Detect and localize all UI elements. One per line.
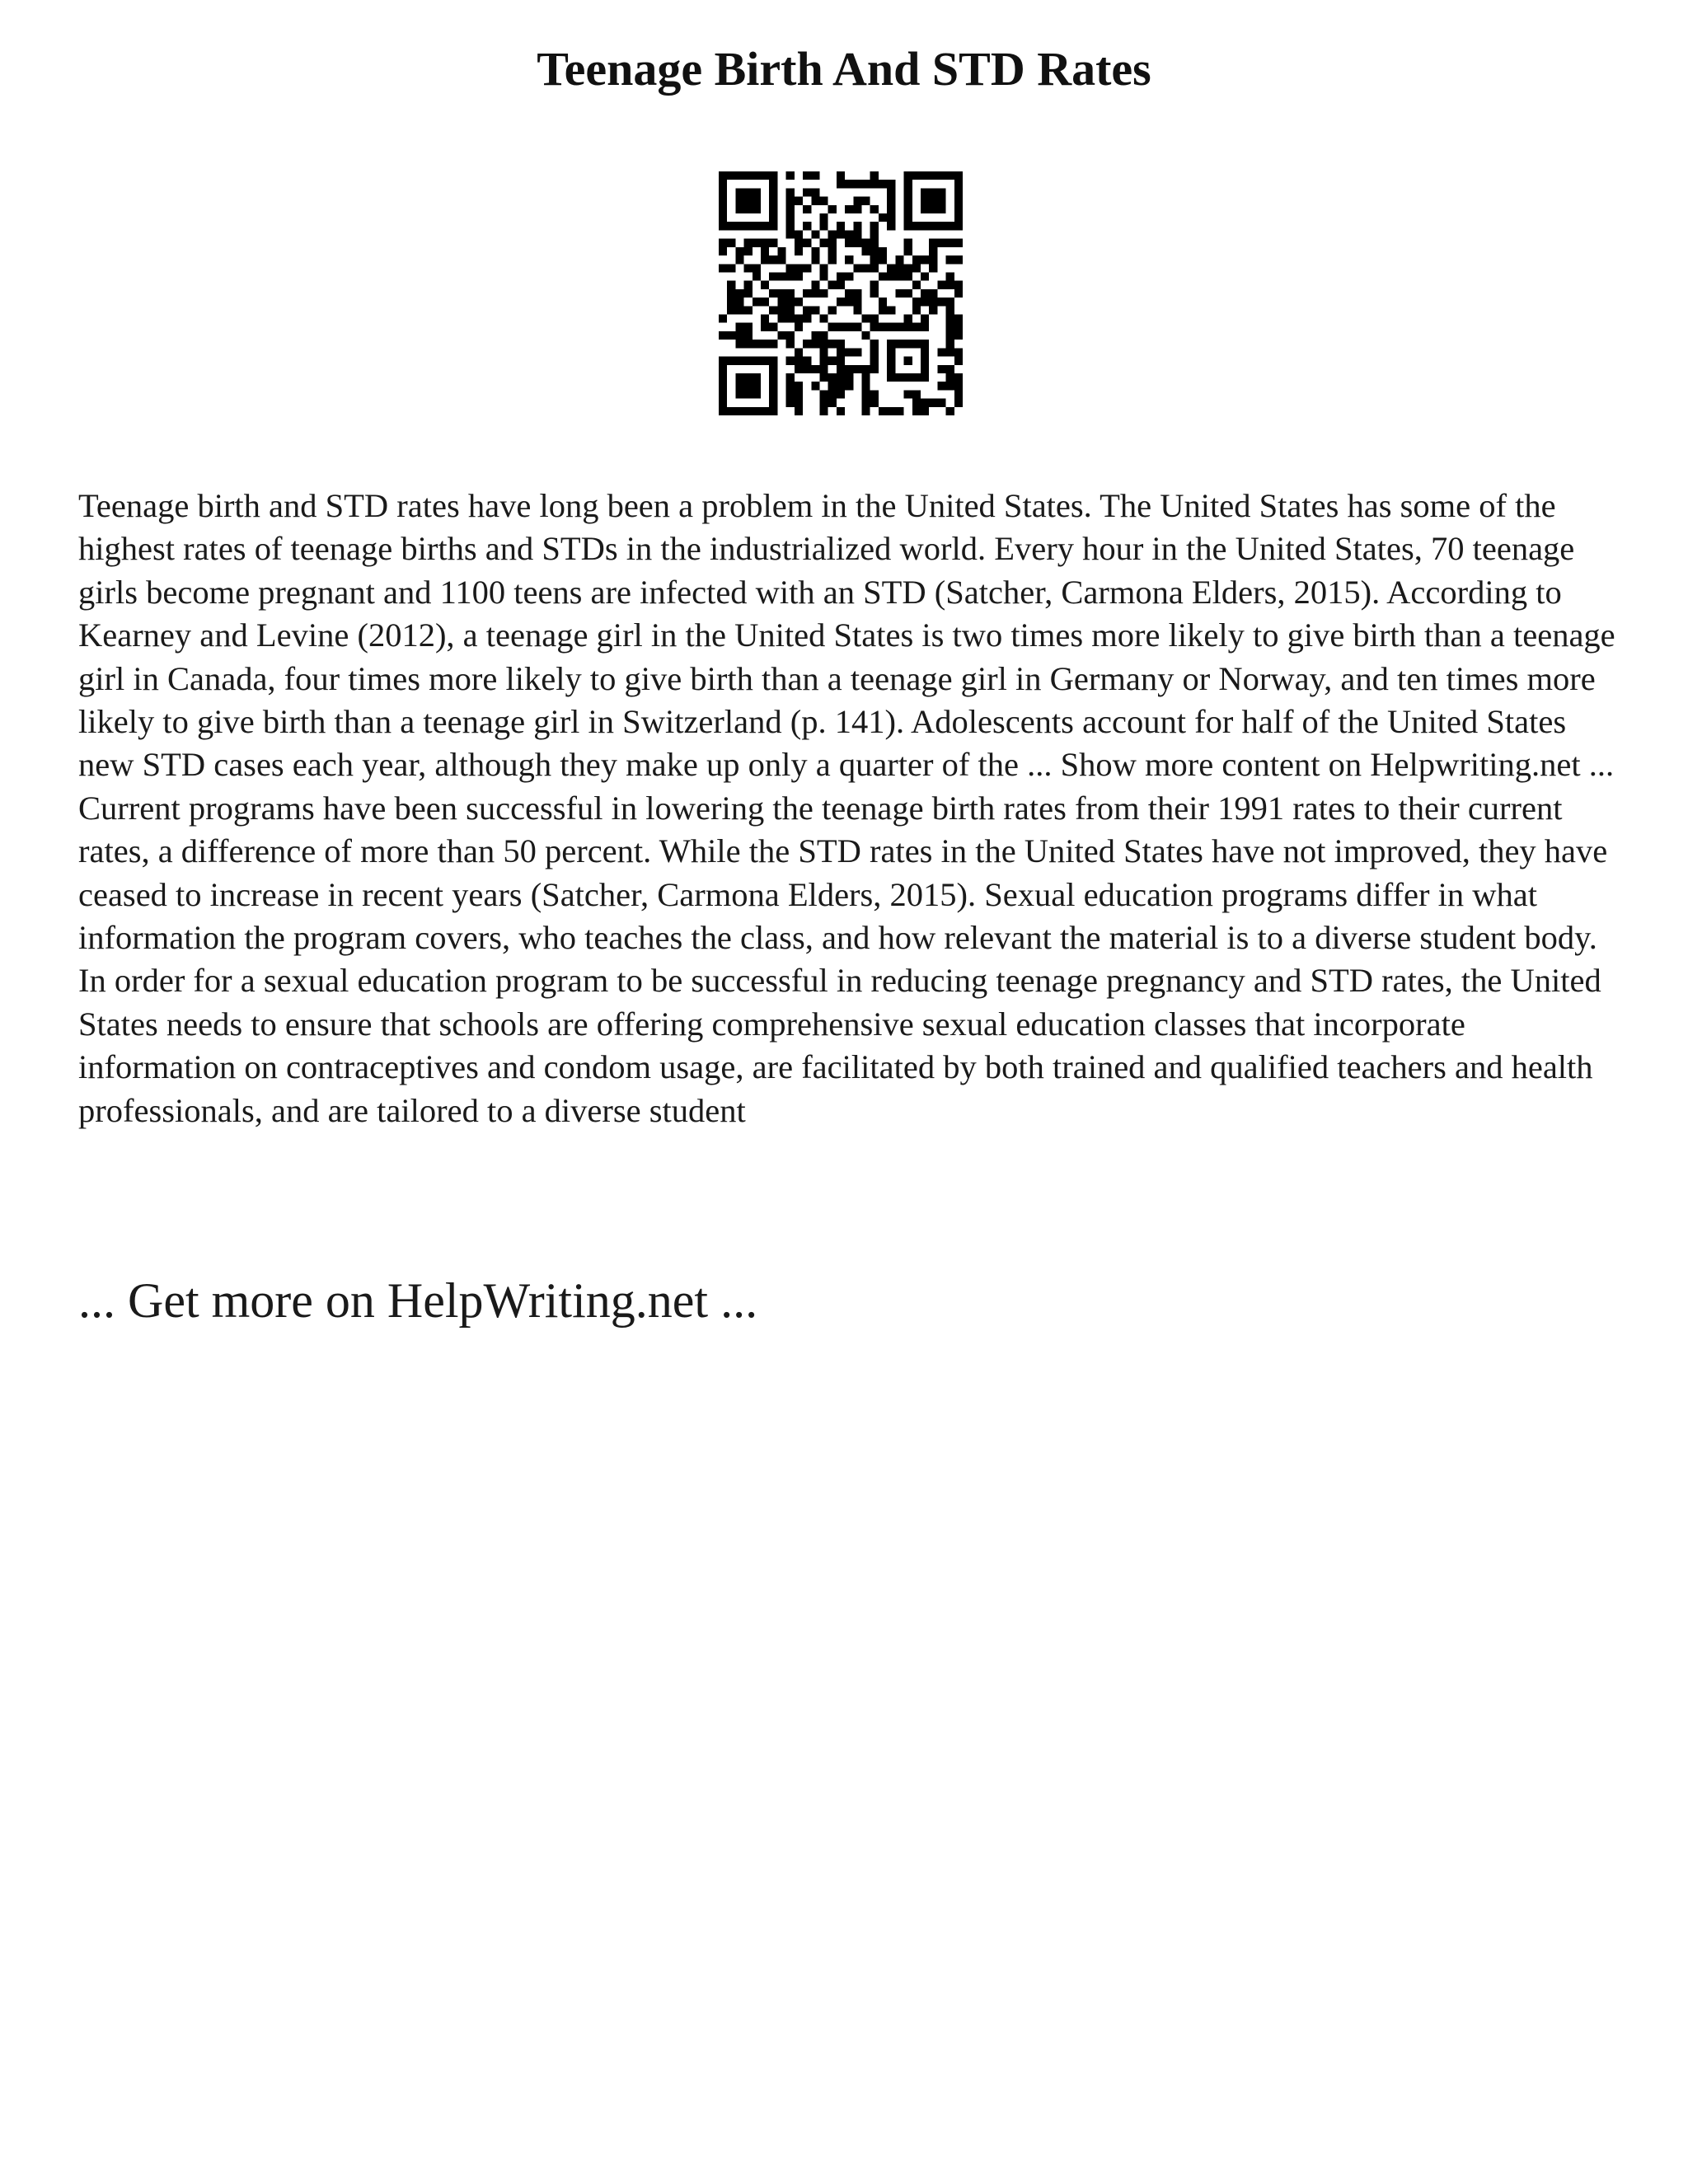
body-text: Teenage birth and STD rates have long been a problem in the United States. The United States has some of the highest rates of teenage births and STDs in the industrialized world. Every hour in the United States, 70 teenage girls become pregnant and 1100 teens are infected with an STD (Satcher, Carmona Elders, 2015). According to Kearney and Levine (2012), a teenage girl in the United States is two times more likely to give birth than a teenage girl in Canada, four times more likely to give birth than a teenage girl in Germany or Norway, and ten times more likely to give birth than a teenage girl in Switzerland (p. 141). Adolescents account for half of the United States new STD cases each year, although they make up only a quarter of the ... Show more content on Helpwriting.net ... Current programs have been successful in lowering the teenage birth rates from their 1991 rates to their current rates, a difference of more than 50 percent. While the STD rates in the United States have not improved, they have ceased to increase in recent years (Satcher, Carmona Elders, 2015). Sexual education programs differ in what information the program covers, who teaches the class, and how relevant the material is to a diverse student body. In order for a sexual education program to be successful in reducing teenage pregnancy and STD rates, the United States needs to ensure that schools are offering comprehensive sexual education classes that incorporate information on contraceptives and condom usage, are facilitated by both trained and qualified teachers and health professionals, and are tailored to a diverse student [78,487,1615,1129]
page-title: Teenage Birth And STD Rates [537,42,1151,96]
get-more-link[interactable]: ... Get more on HelpWriting.net ... [78,1273,758,1328]
qr-code-icon [719,171,963,415]
